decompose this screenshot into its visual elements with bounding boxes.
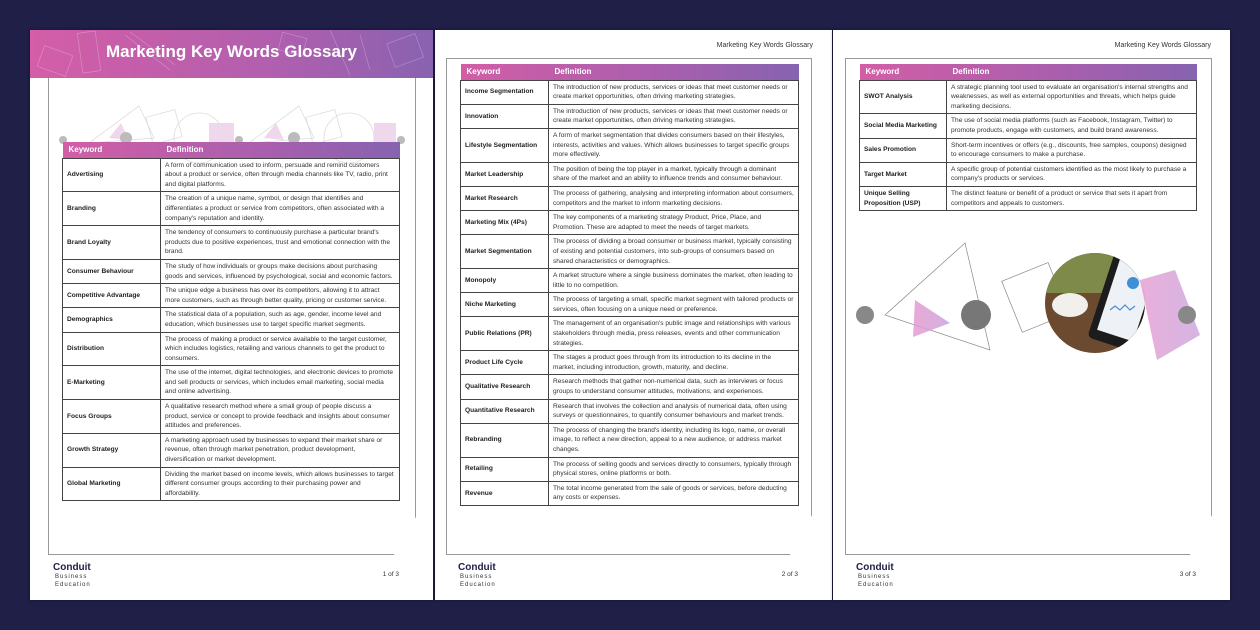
header-keyword: Keyword	[68, 145, 103, 154]
keyword-cell: Public Relations (PR)	[461, 317, 549, 351]
definition-cell: The process of dividing a broad consumer or business market, typically consisting of existing and potential customers, into sub-groups of consumers based on shared characteristics or demographics.	[549, 235, 799, 269]
keyword-cell: Innovation	[461, 104, 549, 128]
header-definition: Definition	[166, 145, 204, 154]
table-row	[461, 186, 799, 210]
keyword-cell: Monopoly	[461, 269, 549, 293]
logo-line2: Education	[460, 582, 496, 588]
table-row	[461, 375, 799, 399]
definition-cell: The introduction of new products, services or ideas that meet customer needs or create market opportunities, often driving marketing strategies.	[549, 80, 799, 104]
page-number: 2 of 3	[781, 571, 798, 578]
logo-line1: Business	[858, 574, 891, 580]
keyword-cell: Unique Selling Proposition (USP)	[860, 186, 947, 210]
definition-cell: The process of gathering, analysing and interpreting information about consumers, competitors and the market to inform marketing decisions.	[549, 186, 799, 210]
glossary-table	[62, 142, 400, 501]
table-row	[461, 423, 799, 457]
keyword-cell: Niche Marketing	[461, 293, 549, 317]
definition-cell: A form of market segmentation that divides consumers based on their lifestyles, interests, activities and values. Which allows businesses to target specific groups more effectively.	[549, 128, 799, 162]
keyword-cell: Advertising	[63, 158, 161, 192]
table-row	[63, 308, 400, 332]
table-row	[63, 226, 400, 260]
definition-cell: A strategic planning tool used to evaluate an organisation's internal strengths and weaknesses, as well as external opportunities and threats, which helps guide marketing decisions.	[947, 80, 1197, 114]
definition-cell: The position of being the top player in a market, typically through a dominant share of the market and an ability to influence trends and consumer behaviour.	[549, 162, 799, 186]
definition-cell: Research that involves the collection and analysis of numerical data, often using surveys or questionnaires, to quantify consumer behaviours and market trends.	[549, 399, 799, 423]
table-row	[461, 457, 799, 481]
keyword-cell: Focus Groups	[63, 400, 161, 434]
table-header-row	[63, 142, 400, 158]
table-row	[63, 284, 400, 308]
definition-cell: The unique edge a business has over its competitors, allowing it to attract more customers, such as through better quality, pricing or customer service.	[161, 284, 400, 308]
table-row	[860, 138, 1197, 162]
table-row	[63, 192, 400, 226]
keyword-cell: Lifestyle Segmentation	[461, 128, 549, 162]
logo-line1: Business	[55, 574, 88, 580]
table-row	[63, 400, 400, 434]
keyword-cell: Quantitative Research	[461, 399, 549, 423]
definition-cell: The statistical data of a population, such as age, gender, income level and education, which businesses use to target specific market segments.	[161, 308, 400, 332]
keyword-cell: Branding	[63, 192, 161, 226]
header-definition: Definition	[554, 67, 592, 76]
header-keyword: Keyword	[466, 67, 501, 76]
definition-cell: A specific group of potential customers identified as the most likely to purchase a company's products or services.	[947, 162, 1197, 186]
page-3	[833, 30, 1230, 600]
definition-cell: Dividing the market based on income levels, which allows businesses to target different consumer groups according to their purchasing power and affordability.	[161, 467, 400, 501]
page-1	[30, 30, 433, 600]
glossary-table	[859, 64, 1197, 211]
table-row	[461, 293, 799, 317]
keyword-cell: Demographics	[63, 308, 161, 332]
definition-cell: The management of an organisation's public image and relationships with various stakeholders through media, press releases, events and other communication strategies.	[549, 317, 799, 351]
keyword-cell: Income Segmentation	[461, 80, 549, 104]
header-definition: Definition	[952, 67, 990, 76]
definition-cell: The study of how individuals or groups make decisions about purchasing goods and services, influenced by psychological, social and economic factors.	[161, 259, 400, 283]
table-row	[63, 433, 400, 467]
table-row	[63, 158, 400, 192]
definition-cell: The creation of a unique name, symbol, or design that identifies and differentiates a product or service from competitors, often associated with a company's reputation and identity.	[161, 192, 400, 226]
running-header: Marketing Key Words Glossary	[1114, 42, 1211, 49]
grey-dot-shape	[856, 306, 874, 324]
table-row	[63, 259, 400, 283]
header-keyword: Keyword	[865, 67, 900, 76]
keyword-cell: E-Marketing	[63, 366, 161, 400]
keyword-cell: Global Marketing	[63, 467, 161, 501]
keyword-cell: Distribution	[63, 332, 161, 366]
definition-cell: The process of selling goods and services directly to consumers, typically through physical stores, online platforms or both.	[549, 457, 799, 481]
definition-cell: A qualitative research method where a small group of people discuss a product, service or concept to provide feedback and insights about consumer attitudes and preferences.	[161, 400, 400, 434]
keyword-cell: Market Research	[461, 186, 549, 210]
grey-dot-shape	[1178, 306, 1196, 324]
definition-cell: A form of communication used to inform, persuade and remind customers about a product or service, often through media channels like TV, radio, print and digital platforms.	[161, 158, 400, 192]
table-row	[461, 80, 799, 104]
table-row	[860, 80, 1197, 114]
decorative-illustration	[845, 235, 1212, 375]
definition-cell: The stages a product goes through from its introduction to its decline in the market, including introduction, growth, maturity, and decline.	[549, 351, 799, 375]
table-header-row	[461, 64, 799, 80]
definition-cell: The process of changing the brand's identity, including its logo, name, or overall image, to reflect a new direction, appeal to a new audience, or address market changes.	[549, 423, 799, 457]
keyword-cell: Target Market	[860, 162, 947, 186]
keyword-cell: Social Media Marketing	[860, 114, 947, 138]
definition-cell: The total income generated from the sale of goods or services, before deducting any costs or expenses.	[549, 481, 799, 505]
definition-cell: A marketing approach used by businesses to expand their market share or revenue, often through market penetration, product development, diversification or market development.	[161, 433, 400, 467]
conduit-logo	[856, 562, 894, 589]
table-row	[461, 211, 799, 235]
page-number: 1 of 3	[382, 571, 399, 578]
table-row	[461, 235, 799, 269]
keyword-cell: Market Leadership	[461, 162, 549, 186]
keyword-cell: Competitive Advantage	[63, 284, 161, 308]
logo-line2: Education	[858, 582, 894, 588]
keyword-cell: Brand Loyalty	[63, 226, 161, 260]
grey-circle-shape	[961, 300, 991, 330]
table-row	[461, 399, 799, 423]
keyword-cell: Retailing	[461, 457, 549, 481]
page-number: 3 of 3	[1179, 571, 1196, 578]
definition-cell: Research methods that gather non-numerical data, such as interviews or focus groups to understand consumer attitudes, motivations, and experiences.	[549, 375, 799, 399]
title-banner	[30, 30, 433, 78]
definition-cell: The process of targeting a small, specific market segment with tailored products or services, often focusing on a unique need or preference.	[549, 293, 799, 317]
table-row	[461, 128, 799, 162]
keyword-cell: Marketing Mix (4Ps)	[461, 211, 549, 235]
keyword-cell: Sales Promotion	[860, 138, 947, 162]
table-header-row	[860, 64, 1197, 80]
keyword-cell: SWOT Analysis	[860, 80, 947, 114]
definition-cell: Short-term incentives or offers (e.g., discounts, free samples, coupons) designed to encourage consumers to make a purchase.	[947, 138, 1197, 162]
table-row	[63, 332, 400, 366]
definition-cell: The process of making a product or service available to the target customer, which includes logistics, retailing and various channels to get the product to consumers.	[161, 332, 400, 366]
table-row	[860, 162, 1197, 186]
table-row	[860, 186, 1197, 210]
definition-cell: The key components of a marketing strategy Product, Price, Place, and Promotion. These are adapted to meet the needs of target markets.	[549, 211, 799, 235]
keyword-cell: Growth Strategy	[63, 433, 161, 467]
keyword-cell: Consumer Behaviour	[63, 259, 161, 283]
table-row	[461, 317, 799, 351]
logo-name: Conduit	[53, 562, 91, 573]
logo-name: Conduit	[856, 562, 894, 573]
table-row	[461, 481, 799, 505]
definition-cell: The use of social media platforms (such as Facebook, Instagram, Twitter) to promote products, engage with customers, and build brand awareness.	[947, 114, 1197, 138]
definition-cell: The introduction of new products, services or ideas that meet customer needs or create market opportunities, often driving marketing strategies.	[549, 104, 799, 128]
keyword-cell: Rebranding	[461, 423, 549, 457]
logo-line1: Business	[460, 574, 493, 580]
table-row	[63, 467, 400, 501]
definition-cell: A market structure where a single business dominates the market, often leading to little to no competition.	[549, 269, 799, 293]
triangle-outline-shape	[885, 243, 990, 350]
definition-cell: The use of the internet, digital technologies, and electronic devices to promote and sell products or services, which includes email marketing, social media and online advertising.	[161, 366, 400, 400]
page-title: Marketing Key Words Glossary	[106, 42, 357, 61]
pink-triangle-shape	[913, 300, 950, 337]
page-2	[435, 30, 832, 600]
definition-cell: The tendency of consumers to continuously purchase a particular brand's products due to positive experiences, trust and emotional connection with the brand.	[161, 226, 400, 260]
table-row	[461, 104, 799, 128]
conduit-logo	[53, 562, 91, 589]
table-row	[860, 114, 1197, 138]
glossary-table	[460, 64, 799, 506]
definition-cell: The distinct feature or benefit of a product or service that sets it apart from competitors and appeals to customers.	[947, 186, 1197, 210]
logo-name: Conduit	[458, 562, 496, 573]
running-header: Marketing Key Words Glossary	[716, 42, 813, 49]
table-row	[461, 351, 799, 375]
keyword-cell: Revenue	[461, 481, 549, 505]
keyword-cell: Product Life Cycle	[461, 351, 549, 375]
table-row	[461, 162, 799, 186]
table-row	[63, 366, 400, 400]
logo-line2: Education	[55, 582, 91, 588]
table-row	[461, 269, 799, 293]
conduit-logo	[458, 562, 496, 589]
keyword-cell: Qualitative Research	[461, 375, 549, 399]
keyword-cell: Market Segmentation	[461, 235, 549, 269]
